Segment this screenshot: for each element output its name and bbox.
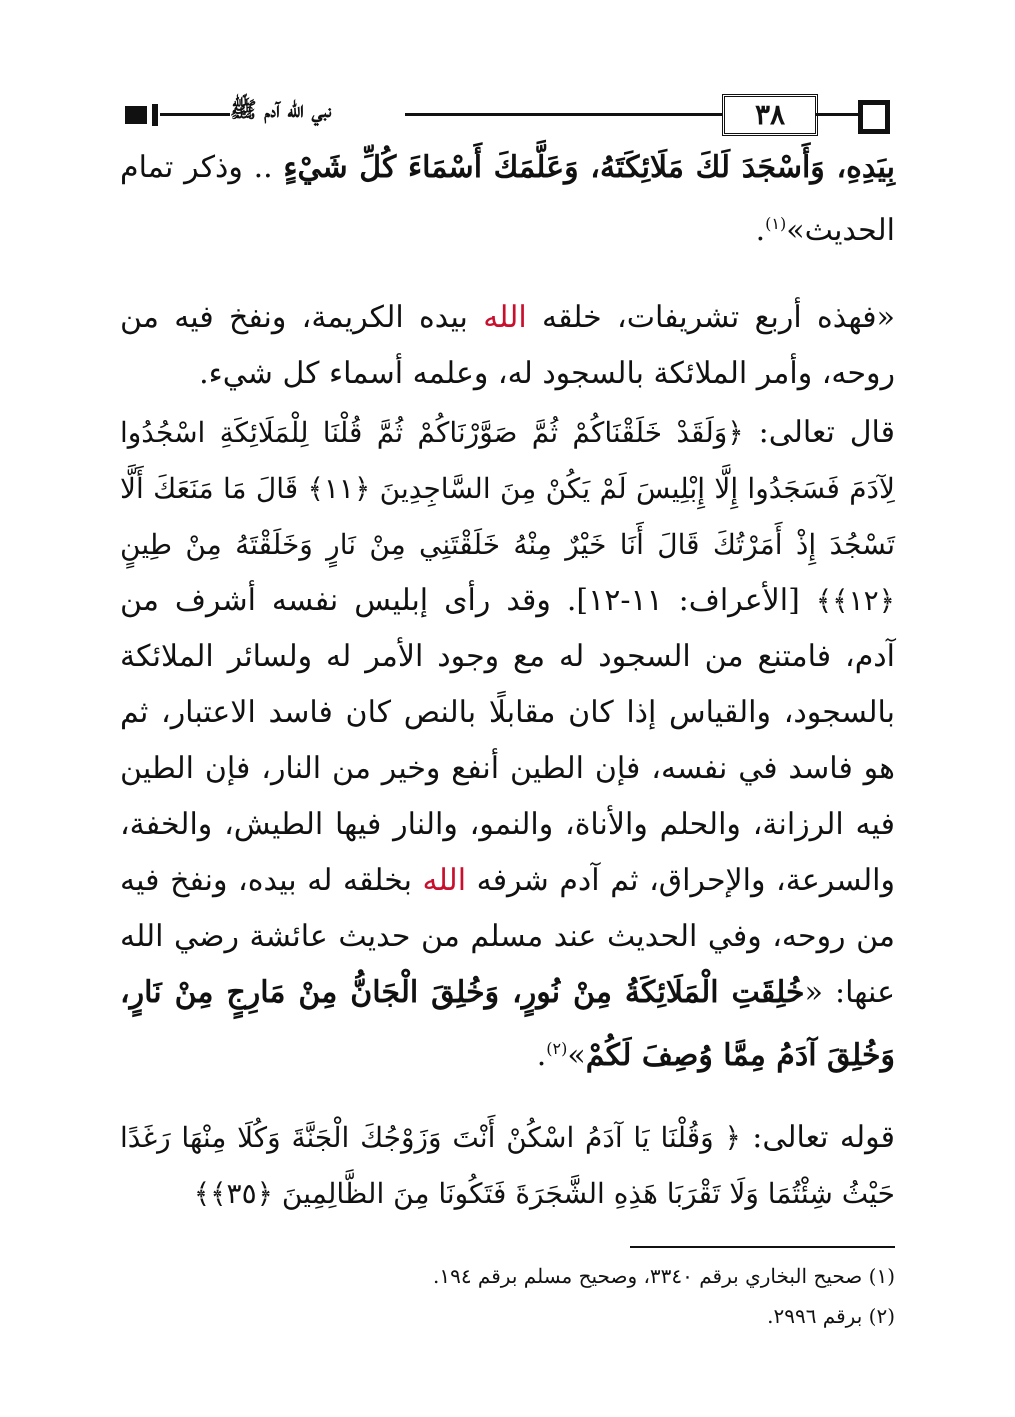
text-run: بيده الكريمة، ونفخ فيه من روحه، وأمر الملائكة بالسجود له، وعلمه أسماء كل شيء. [120,300,895,391]
header-rule-middle [405,113,723,116]
divine-name: الله [422,863,467,898]
text-run: بخلقه له بيده، ونفخ فيه من روحه، وفي الحديث عند مسلم من حديث عائشة رضي الله عنها: « [120,863,895,1010]
header-rule-left [160,113,230,116]
text-run: » [567,1038,586,1073]
quran-verse: ﴿وَلَقَدْ خَلَقْنَاكُمْ ثُمَّ صَوَّرْنَاكُمْ ثُمَّ قُلْنَا لِلْمَلَائِكَةِ اسْجُدُوا لِآدَمَ فَسَجَدُوا إِلَّا إِبْلِيسَ لَمْ يَكُنْ مِنَ السَّاجِدِينَ ﴿١١﴾ قَالَ مَا مَنَعَكَ أَلَّا تَسْجُدَ إِذْ أَمَرْتُكَ قَالَ أَنَا خَيْرٌ مِنْهُ خَلَقْتَنِي مِنْ نَارٍ وَخَلَقْتَهُ مِنْ طِينٍ ﴿١٢﴾﴾ [120,416,896,617]
header-rule-right [815,113,860,116]
footnotes [120,1256,895,1336]
paragraph-1 [120,140,895,259]
footnote-separator [630,1246,895,1248]
footnote-1: (١) صحيح البخاري برقم ٣٣٤٠، وصحيح مسلم برقم ١٩٤. [432,1264,895,1288]
footnote-ref: (٢) [546,1039,568,1058]
text-run: بِيَدِهِ، وَأَسْجَدَ لَكَ مَلَائِكَتَهُ، وَعَلَّمَكَ أَسْمَاءَ كُلِّ شَيْءٍ [283,150,895,185]
text-run: «فهذه أربع تشريفات، خلقه [526,300,895,335]
text-run: [الأعراف: ١١-١٢]. وقد رأى إبليس نفسه أشرف من آدم، فامتنع من السجود له مع وجود الأمر له ولسائر الملائكة بالسجود، والقياس إذا كان مقابلًا بالنص كان فاسد الاعتبار، ثم هو فاسد في نفسه، فإن الطين أنفع وخير من النار، فإن الطين فيه الرزانة، والحلم والأناة، والنمو، والنار فيها الطيش، والخفة، والسرعة، والإحراق، ثم آدم شرفه [120,583,895,898]
running-title: نبي الله آدم ﷺ [230,97,332,123]
paragraph-2 [120,290,895,402]
text-run: قوله تعالى: [740,1120,895,1155]
quran-verse: ﴿ وَقُلْنَا يَا آدَمُ اسْكُنْ أَنْتَ وَزَوْجُكَ الْجَنَّةَ وَكُلَا مِنْهَا رَغَدًا حَيْثُ شِئْتُمَا وَلَا تَقْرَبَا هَذِهِ الشَّجَرَةَ فَتَكُونَا مِنَ الظَّالِمِينَ ﴿٣٥﴾﴾ [120,1121,895,1210]
text-run: . [755,213,766,248]
text-run: .. وذكر تمام الحديث» [120,150,895,248]
page-number: ٣٨ [722,94,818,136]
header-ornament-left [125,106,147,124]
footnote-2: (٢) برقم ٢٩٩٦. [767,1304,895,1328]
text-run: . [536,1038,547,1073]
footnote-ref: (١) [765,214,787,233]
text-run: قال تعالى: [743,415,895,450]
text-run: خُلِقَتِ الْمَلَائِكَةُ مِنْ نُورٍ، وَخُلِقَ الْجَانُّ مِنْ مَارِجٍ مِنْ نَارٍ، وَخُلِقَ آدَمُ مِمَّا وُصِفَ لَكُمْ [120,975,895,1073]
paragraph-4 [120,1110,895,1222]
divine-name: الله [483,300,527,335]
header-ornament-left-bar [152,104,158,126]
paragraph-3 [120,405,895,1084]
header-ornament-square [858,100,890,134]
